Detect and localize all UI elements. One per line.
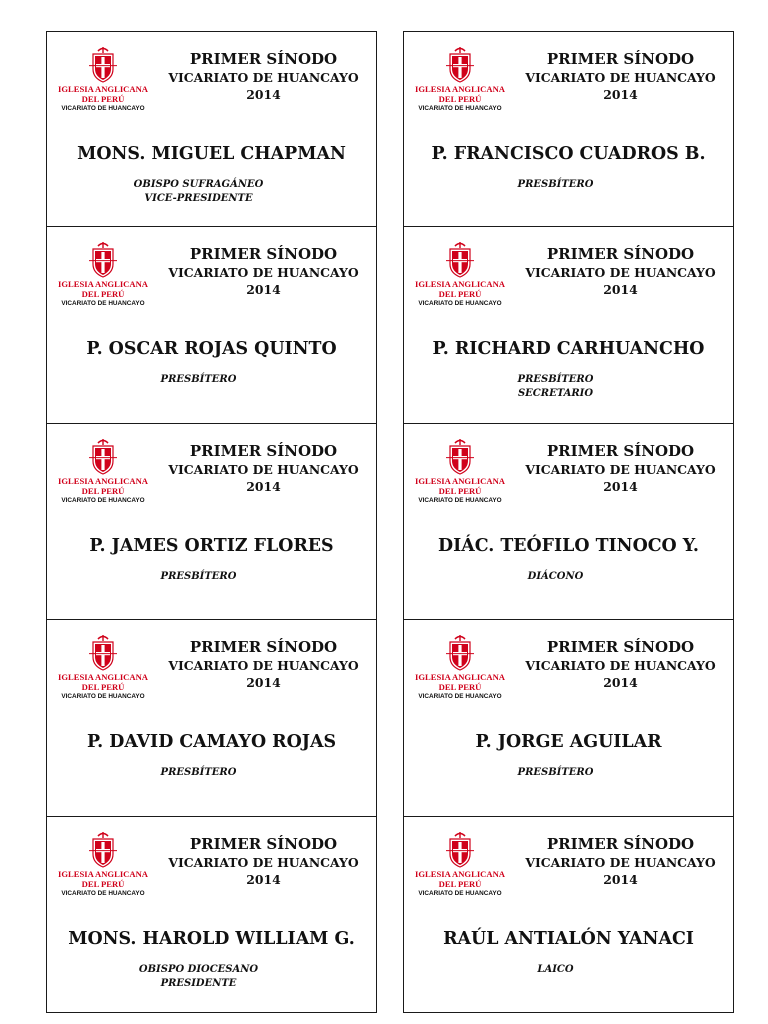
anglican-cross-icon xyxy=(446,439,474,475)
role-line-2: SECRETARIO xyxy=(517,388,594,400)
event-title: PRIMER SÍNODO xyxy=(546,245,695,264)
badge-header xyxy=(512,442,729,495)
logo-line-1: IGLESIA ANGLICANA xyxy=(414,475,506,486)
church-logo xyxy=(408,439,512,505)
church-logo xyxy=(408,832,512,898)
event-year: 2014 xyxy=(246,871,281,887)
anglican-cross-icon xyxy=(446,635,474,671)
logo-line-2: DEL PERÚ xyxy=(81,289,125,300)
logo-line-3: VICARIATO DE HUANCAYO xyxy=(418,300,502,308)
event-year: 2014 xyxy=(246,478,281,494)
anglican-cross-icon xyxy=(89,47,117,83)
logo-line-1: IGLESIA ANGLICANA xyxy=(57,868,149,879)
person-role xyxy=(21,570,376,584)
anglican-cross-icon xyxy=(446,242,474,278)
logo-line-1: IGLESIA ANGLICANA xyxy=(57,279,149,290)
role-line-1: PRESBÍTERO xyxy=(160,374,237,386)
event-title: PRIMER SÍNODO xyxy=(189,245,338,264)
event-subtitle: VICARIATO DE HUANCAYO xyxy=(525,854,716,870)
logo-line-1: IGLESIA ANGLICANA xyxy=(57,475,149,486)
logo-line-2: DEL PERÚ xyxy=(438,94,482,104)
person-role xyxy=(21,178,376,206)
event-year: 2014 xyxy=(603,87,638,102)
role-line-1: OBISPO SUFRAGÁNEO xyxy=(133,179,264,190)
event-subtitle: VICARIATO DE HUANCAYO xyxy=(168,461,359,477)
logo-line-3: VICARIATO DE HUANCAYO xyxy=(61,496,145,504)
badge-header xyxy=(155,245,372,298)
logo-line-3: VICARIATO DE HUANCAYO xyxy=(61,105,145,112)
logo-line-2: DEL PERÚ xyxy=(438,878,482,889)
anglican-cross-icon xyxy=(89,832,117,868)
event-subtitle: VICARIATO DE HUANCAYO xyxy=(168,854,359,870)
badge-header xyxy=(155,835,372,888)
event-subtitle: VICARIATO DE HUANCAYO xyxy=(525,461,716,477)
logo-line-3: VICARIATO DE HUANCAYO xyxy=(61,693,145,701)
person-name: P. OSCAR ROJAS QUINTO xyxy=(86,339,337,360)
logo-line-2: DEL PERÚ xyxy=(81,682,125,693)
name-badge xyxy=(403,31,734,227)
church-logo xyxy=(51,635,155,701)
role-line-1: OBISPO DIOCESANO xyxy=(138,963,259,975)
person-role xyxy=(21,963,376,991)
logo-line-2: DEL PERÚ xyxy=(438,682,482,693)
church-logo xyxy=(408,635,512,701)
event-title: PRIMER SÍNODO xyxy=(189,50,338,68)
badge-sheet xyxy=(46,31,734,1013)
person-name: RAÚL ANTIALÓN YANACI xyxy=(443,928,694,949)
person-name: MONS. MIGUEL CHAPMAN xyxy=(77,144,346,164)
badge-header xyxy=(155,50,372,103)
person-role xyxy=(378,963,733,977)
badge-header xyxy=(155,442,372,495)
person-name: P. RICHARD CARHUANCHO xyxy=(432,339,705,360)
name-badge xyxy=(403,226,734,423)
role-line-1: PRESBÍTERO xyxy=(517,767,594,779)
person-role xyxy=(378,178,733,192)
logo-line-3: VICARIATO DE HUANCAYO xyxy=(61,889,145,897)
logo-line-3: VICARIATO DE HUANCAYO xyxy=(418,889,502,897)
logo-line-1: IGLESIA ANGLICANA xyxy=(57,84,149,94)
event-year: 2014 xyxy=(246,87,281,102)
logo-line-3: VICARIATO DE HUANCAYO xyxy=(418,105,502,112)
name-badge xyxy=(403,423,734,620)
name-badge xyxy=(403,816,734,1013)
badge-header xyxy=(155,638,372,691)
role-line-1: DIÁCONO xyxy=(527,570,584,582)
event-title: PRIMER SÍNODO xyxy=(546,834,695,853)
logo-line-2: DEL PERÚ xyxy=(81,485,125,496)
event-year: 2014 xyxy=(603,675,638,691)
role-line-1: PRESBÍTERO xyxy=(160,570,237,582)
logo-line-1: IGLESIA ANGLICANA xyxy=(414,672,506,683)
role-line-2: VICE-PRESIDENTE xyxy=(144,193,253,204)
name-badge xyxy=(46,619,377,816)
badge-header xyxy=(512,50,729,103)
role-line-1: PRESBÍTERO xyxy=(160,767,237,779)
logo-line-1: IGLESIA ANGLICANA xyxy=(57,672,149,683)
logo-line-1: IGLESIA ANGLICANA xyxy=(414,868,506,879)
person-role xyxy=(21,373,376,387)
logo-line-2: DEL PERÚ xyxy=(438,485,482,496)
event-title: PRIMER SÍNODO xyxy=(546,441,695,460)
person-role xyxy=(378,570,733,584)
person-name: MONS. HAROLD WILLIAM G. xyxy=(68,928,355,949)
role-line-1: PRESBÍTERO xyxy=(517,374,594,386)
person-name: P. DAVID CAMAYO ROJAS xyxy=(86,732,337,753)
event-title: PRIMER SÍNODO xyxy=(546,638,695,657)
logo-line-2: DEL PERÚ xyxy=(81,878,125,889)
person-name: P. JORGE AGUILAR xyxy=(475,732,662,753)
role-line-1: LAICO xyxy=(537,963,574,975)
event-year: 2014 xyxy=(246,675,281,691)
logo-line-3: VICARIATO DE HUANCAYO xyxy=(61,300,145,308)
anglican-cross-icon xyxy=(446,47,474,83)
church-logo xyxy=(51,832,155,898)
event-subtitle: VICARIATO DE HUANCAYO xyxy=(525,70,716,85)
person-role xyxy=(378,766,733,780)
person-name: P. JAMES ORTIZ FLORES xyxy=(89,535,334,556)
name-badge xyxy=(46,816,377,1013)
church-logo xyxy=(408,242,512,308)
badge-header xyxy=(512,835,729,888)
anglican-cross-icon xyxy=(89,242,117,278)
church-logo xyxy=(51,439,155,505)
person-name: DIÁC. TEÓFILO TINOCO Y. xyxy=(437,535,699,556)
name-badge xyxy=(46,31,377,227)
event-subtitle: VICARIATO DE HUANCAYO xyxy=(525,265,716,281)
role-line-1: PRESBÍTERO xyxy=(517,179,594,190)
church-logo xyxy=(51,242,155,308)
anglican-cross-icon xyxy=(89,439,117,475)
event-title: PRIMER SÍNODO xyxy=(546,50,695,68)
logo-line-2: DEL PERÚ xyxy=(81,94,125,104)
event-year: 2014 xyxy=(603,871,638,887)
name-badge xyxy=(46,423,377,620)
event-year: 2014 xyxy=(603,282,638,298)
logo-line-1: IGLESIA ANGLICANA xyxy=(414,279,506,290)
event-title: PRIMER SÍNODO xyxy=(189,441,338,460)
church-logo xyxy=(51,47,155,113)
event-title: PRIMER SÍNODO xyxy=(189,834,338,853)
event-year: 2014 xyxy=(246,282,281,298)
person-role xyxy=(378,373,733,401)
person-role xyxy=(21,766,376,780)
anglican-cross-icon xyxy=(446,832,474,868)
event-subtitle: VICARIATO DE HUANCAYO xyxy=(168,265,359,281)
name-badge xyxy=(46,226,377,423)
logo-line-3: VICARIATO DE HUANCAYO xyxy=(418,496,502,504)
event-subtitle: VICARIATO DE HUANCAYO xyxy=(168,658,359,674)
role-line-2: PRESIDENTE xyxy=(160,977,237,989)
badge-header xyxy=(512,638,729,691)
church-logo xyxy=(408,47,512,113)
event-subtitle: VICARIATO DE HUANCAYO xyxy=(168,70,359,85)
event-title: PRIMER SÍNODO xyxy=(189,638,338,657)
badge-header xyxy=(512,245,729,298)
logo-line-1: IGLESIA ANGLICANA xyxy=(414,84,506,94)
logo-line-2: DEL PERÚ xyxy=(438,289,482,300)
anglican-cross-icon xyxy=(89,635,117,671)
logo-line-3: VICARIATO DE HUANCAYO xyxy=(418,693,502,701)
event-year: 2014 xyxy=(603,478,638,494)
name-badge xyxy=(403,619,734,816)
person-name: P. FRANCISCO CUADROS B. xyxy=(431,144,706,164)
event-subtitle: VICARIATO DE HUANCAYO xyxy=(525,658,716,674)
